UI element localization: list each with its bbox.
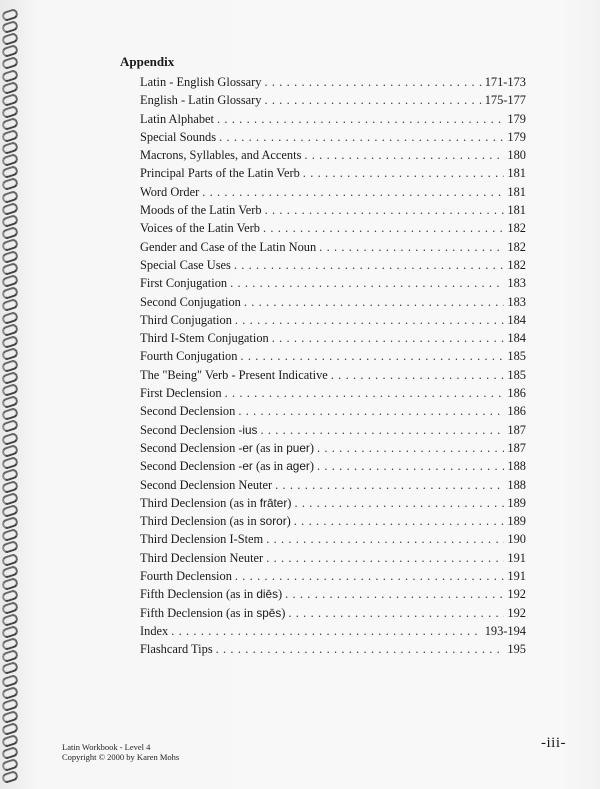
- dot-leader: [266, 530, 504, 548]
- toc-entry-title: Special Case Uses: [140, 257, 231, 272]
- spiral-coil: [1, 613, 19, 627]
- dot-leader: [171, 622, 481, 640]
- toc-entry-page: 181: [507, 203, 526, 218]
- dot-leader: [304, 146, 504, 164]
- toc-entry-title: Latin - English Glossary: [140, 75, 262, 89]
- dot-leader: [272, 329, 505, 347]
- spiral-coil: [1, 589, 19, 603]
- toc-entry: [140, 164, 526, 182]
- dot-leader: [319, 238, 504, 256]
- toc-entry: [140, 311, 526, 329]
- toc-entry-title: Third Declension (as in soror): [140, 514, 291, 529]
- spiral-coil: [1, 383, 19, 397]
- page-footer: [62, 742, 179, 762]
- toc-entry-page: 182: [507, 239, 526, 254]
- toc-entry-title: Index: [140, 623, 169, 638]
- toc-entry-title: Third I-Stem Conjugation: [140, 331, 269, 346]
- spiral-coil: [1, 673, 19, 687]
- toc-entry-page: 180: [507, 148, 526, 163]
- toc-entry-page: 183: [507, 294, 526, 309]
- spiral-coil: [1, 734, 19, 748]
- spiral-coil: [1, 262, 19, 276]
- toc-entry-page: 175-177: [484, 93, 526, 108]
- toc-entry-title: Third Declension (as in frāter): [140, 495, 292, 510]
- toc-entry-title: Fourth Declension: [140, 569, 232, 584]
- spiral-coil: [1, 758, 19, 772]
- toc-entry-page: 184: [507, 312, 526, 327]
- toc-entry: [140, 183, 526, 201]
- toc-entry-page: 188: [507, 477, 526, 492]
- dot-leader: [217, 110, 504, 128]
- spiral-coil: [1, 722, 19, 736]
- toc-entry-page: 192: [507, 587, 526, 602]
- spiral-coil: [1, 480, 19, 494]
- toc-entry: [140, 219, 526, 237]
- spiral-coil: [1, 468, 19, 482]
- toc-entry-page: 182: [507, 221, 526, 236]
- spiral-coil: [1, 431, 19, 445]
- spiral-coil: [1, 80, 19, 94]
- spiral-coil: [1, 189, 19, 203]
- toc-entry-page: 193-194: [484, 623, 526, 638]
- spiral-coil: [1, 286, 19, 300]
- toc-entry-title: Second Declension -ius: [140, 422, 258, 437]
- toc-entry: [140, 110, 526, 128]
- toc-entry-page: 181: [507, 166, 526, 181]
- toc-entry-title: Third Declension I-Stem: [140, 532, 264, 547]
- spiral-coil: [1, 20, 19, 34]
- spiral-coil: [1, 92, 19, 106]
- dot-leader: [285, 585, 504, 603]
- dot-leader: [216, 640, 505, 658]
- spiral-coil: [1, 637, 19, 651]
- toc-entry: [140, 439, 526, 457]
- spiral-coil: [1, 117, 19, 131]
- spiral-coil: [1, 625, 19, 639]
- toc-entry-page: 185: [507, 367, 526, 382]
- dot-leader: [235, 567, 505, 585]
- toc-entry-title: The "Being" Verb - Present Indicative: [140, 367, 328, 382]
- spiral-coil: [1, 298, 19, 312]
- toc-entry: [140, 201, 526, 219]
- toc-entry-page: 187: [507, 440, 526, 455]
- toc-entry-page: 181: [507, 184, 526, 199]
- toc-entry: [140, 476, 526, 494]
- toc-entry-title: Latin Alphabet: [140, 111, 214, 126]
- toc-entry-title: Moods of the Latin Verb: [140, 203, 262, 218]
- spiral-coil: [1, 540, 19, 554]
- toc-entry-page: 186: [507, 404, 526, 419]
- toc-entry: [140, 384, 526, 402]
- toc-entry-title: Macrons, Syllables, and Accents: [140, 148, 302, 163]
- toc-entry: [140, 640, 526, 658]
- spiral-coil: [1, 746, 19, 760]
- toc-entry-title: Fourth Conjugation: [140, 349, 238, 364]
- toc-entry-title: First Conjugation: [140, 276, 228, 291]
- toc-entry: [140, 329, 526, 347]
- toc-entry: [140, 622, 526, 640]
- toc-entry-title: Flashcard Tips: [140, 642, 213, 657]
- footer-book-title: Latin Workbook - Level 4: [62, 742, 151, 752]
- spiral-coil: [1, 601, 19, 615]
- dot-leader: [225, 384, 505, 402]
- spiral-coil: [1, 407, 19, 421]
- spiral-coil: [1, 528, 19, 542]
- toc-entry-title: First Declension: [140, 386, 222, 401]
- dot-leader: [238, 402, 504, 420]
- dot-leader: [260, 421, 504, 439]
- spiral-coil: [1, 153, 19, 167]
- toc-entry: [140, 421, 526, 439]
- toc-entry: [140, 238, 526, 256]
- dot-leader: [264, 73, 481, 91]
- toc-entry: [140, 91, 526, 109]
- spiral-coil: [1, 68, 19, 82]
- dot-leader: [275, 476, 504, 494]
- spiral-coil: [1, 419, 19, 433]
- spiral-coil: [1, 334, 19, 348]
- toc-entry: [140, 604, 526, 622]
- spiral-coil: [1, 359, 19, 373]
- spiral-coil: [1, 770, 19, 784]
- toc-entry-title: Second Declension Neuter: [140, 477, 273, 492]
- spiral-coil: [1, 8, 19, 22]
- toc-entry: [140, 274, 526, 292]
- appendix-heading: Appendix: [120, 54, 175, 69]
- spiral-coil: [1, 395, 19, 409]
- spiral-coil: [1, 661, 19, 675]
- dot-leader: [202, 183, 504, 201]
- dot-leader: [303, 164, 505, 182]
- spiral-coil: [1, 201, 19, 215]
- spiral-coil: [1, 129, 19, 143]
- dot-leader: [263, 219, 504, 237]
- toc-entry-page: 185: [507, 349, 526, 364]
- toc-entry-title: Second Conjugation: [140, 294, 241, 309]
- toc-entry: [140, 146, 526, 164]
- toc-entry-page: 195: [507, 642, 526, 657]
- toc-entry-page: 188: [507, 459, 526, 474]
- dot-leader: [234, 256, 505, 274]
- toc-entry: [140, 549, 526, 567]
- toc-entry: [140, 347, 526, 365]
- toc-entry: [140, 73, 526, 91]
- dot-leader: [266, 549, 504, 567]
- spiral-binding: [0, 0, 22, 789]
- toc-entry-title: Second Declension: [140, 404, 236, 419]
- toc-entry-title: Third Conjugation: [140, 312, 232, 327]
- spiral-coil: [1, 141, 19, 155]
- toc-entry: [140, 512, 526, 530]
- toc-entry-title: Word Order: [140, 184, 200, 199]
- toc-entry: [140, 293, 526, 311]
- dot-leader: [219, 128, 504, 146]
- dot-leader: [294, 494, 504, 512]
- dot-leader: [265, 201, 505, 219]
- spiral-coil: [1, 576, 19, 590]
- spiral-coil: [1, 165, 19, 179]
- dot-leader: [264, 91, 481, 109]
- toc-entry: [140, 585, 526, 603]
- toc-entry: [140, 402, 526, 420]
- spiral-coil: [1, 56, 19, 70]
- spiral-coil: [1, 564, 19, 578]
- toc-entry: [140, 494, 526, 512]
- spiral-coil: [1, 552, 19, 566]
- spiral-coil: [1, 455, 19, 469]
- dot-leader: [230, 274, 504, 292]
- toc-entry: [140, 128, 526, 146]
- toc-entry-page: 192: [507, 605, 526, 620]
- dot-leader: [240, 347, 504, 365]
- spiral-coil: [1, 371, 19, 385]
- page-number: -iii-: [541, 735, 566, 751]
- toc-entry-page: 183: [507, 276, 526, 291]
- toc-entry-title: Voices of the Latin Verb: [140, 221, 260, 236]
- spiral-coil: [1, 177, 19, 191]
- toc-entry: [140, 530, 526, 548]
- dot-leader: [235, 311, 505, 329]
- dot-leader: [317, 439, 504, 457]
- toc-entry: [140, 567, 526, 585]
- toc-entry-title: English - Latin Glossary: [140, 93, 262, 108]
- toc-entry: [140, 366, 526, 384]
- toc-entry-page: 191: [507, 569, 526, 584]
- spiral-coil: [1, 238, 19, 252]
- toc-entry-page: 187: [507, 422, 526, 437]
- spiral-coil: [1, 443, 19, 457]
- spiral-coil: [1, 710, 19, 724]
- toc-entry-title: Fifth Declension (as in spēs): [140, 605, 286, 620]
- toc-entry-page: 186: [507, 386, 526, 401]
- spiral-coil: [1, 516, 19, 530]
- spiral-coil: [1, 274, 19, 288]
- toc-entry-title: Fifth Declension (as in diēs): [140, 587, 283, 602]
- toc-entry-page: 171-173: [484, 75, 526, 89]
- toc-entry-title: Gender and Case of the Latin Noun: [140, 239, 317, 254]
- toc-entry-title: Third Declension Neuter: [140, 550, 264, 565]
- toc-entry-page: 179: [507, 129, 526, 144]
- toc-entry-title: Principal Parts of the Latin Verb: [140, 166, 300, 181]
- toc-entry-title: Second Declension -er (as in puer): [140, 440, 314, 455]
- toc-entry-page: 190: [507, 532, 526, 547]
- footer-copyright: Copyright © 2000 by Karen Mohs: [62, 752, 180, 762]
- toc-entry-title: Second Declension -er (as in ager): [140, 459, 314, 474]
- spiral-coil: [1, 226, 19, 240]
- spiral-coil: [1, 250, 19, 264]
- spiral-coil: [1, 105, 19, 119]
- dot-leader: [317, 457, 504, 475]
- toc-entry: [140, 256, 526, 274]
- toc-entry-page: 189: [507, 514, 526, 529]
- toc-entry: [140, 457, 526, 475]
- spiral-coil: [1, 649, 19, 663]
- spiral-coil: [1, 504, 19, 518]
- toc-entry-title: Special Sounds: [140, 129, 217, 144]
- spiral-coil: [1, 685, 19, 699]
- spiral-coil: [1, 492, 19, 506]
- toc-entry-page: 191: [507, 550, 526, 565]
- dot-leader: [294, 512, 505, 530]
- spiral-coil: [1, 44, 19, 58]
- spiral-coil: [1, 347, 19, 361]
- dot-leader: [331, 366, 505, 384]
- toc-entry-page: 189: [507, 495, 526, 510]
- toc-entry-page: 179: [507, 111, 526, 126]
- dot-leader: [244, 293, 505, 311]
- spiral-coil: [1, 322, 19, 336]
- spiral-coil: [1, 697, 19, 711]
- spiral-coil: [1, 213, 19, 227]
- spiral-coil: [1, 310, 19, 324]
- toc-entry-page: 182: [507, 257, 526, 272]
- spiral-coil: [1, 32, 19, 46]
- dot-leader: [288, 604, 504, 622]
- toc-entry-page: 184: [507, 331, 526, 346]
- table-of-contents: [140, 73, 526, 659]
